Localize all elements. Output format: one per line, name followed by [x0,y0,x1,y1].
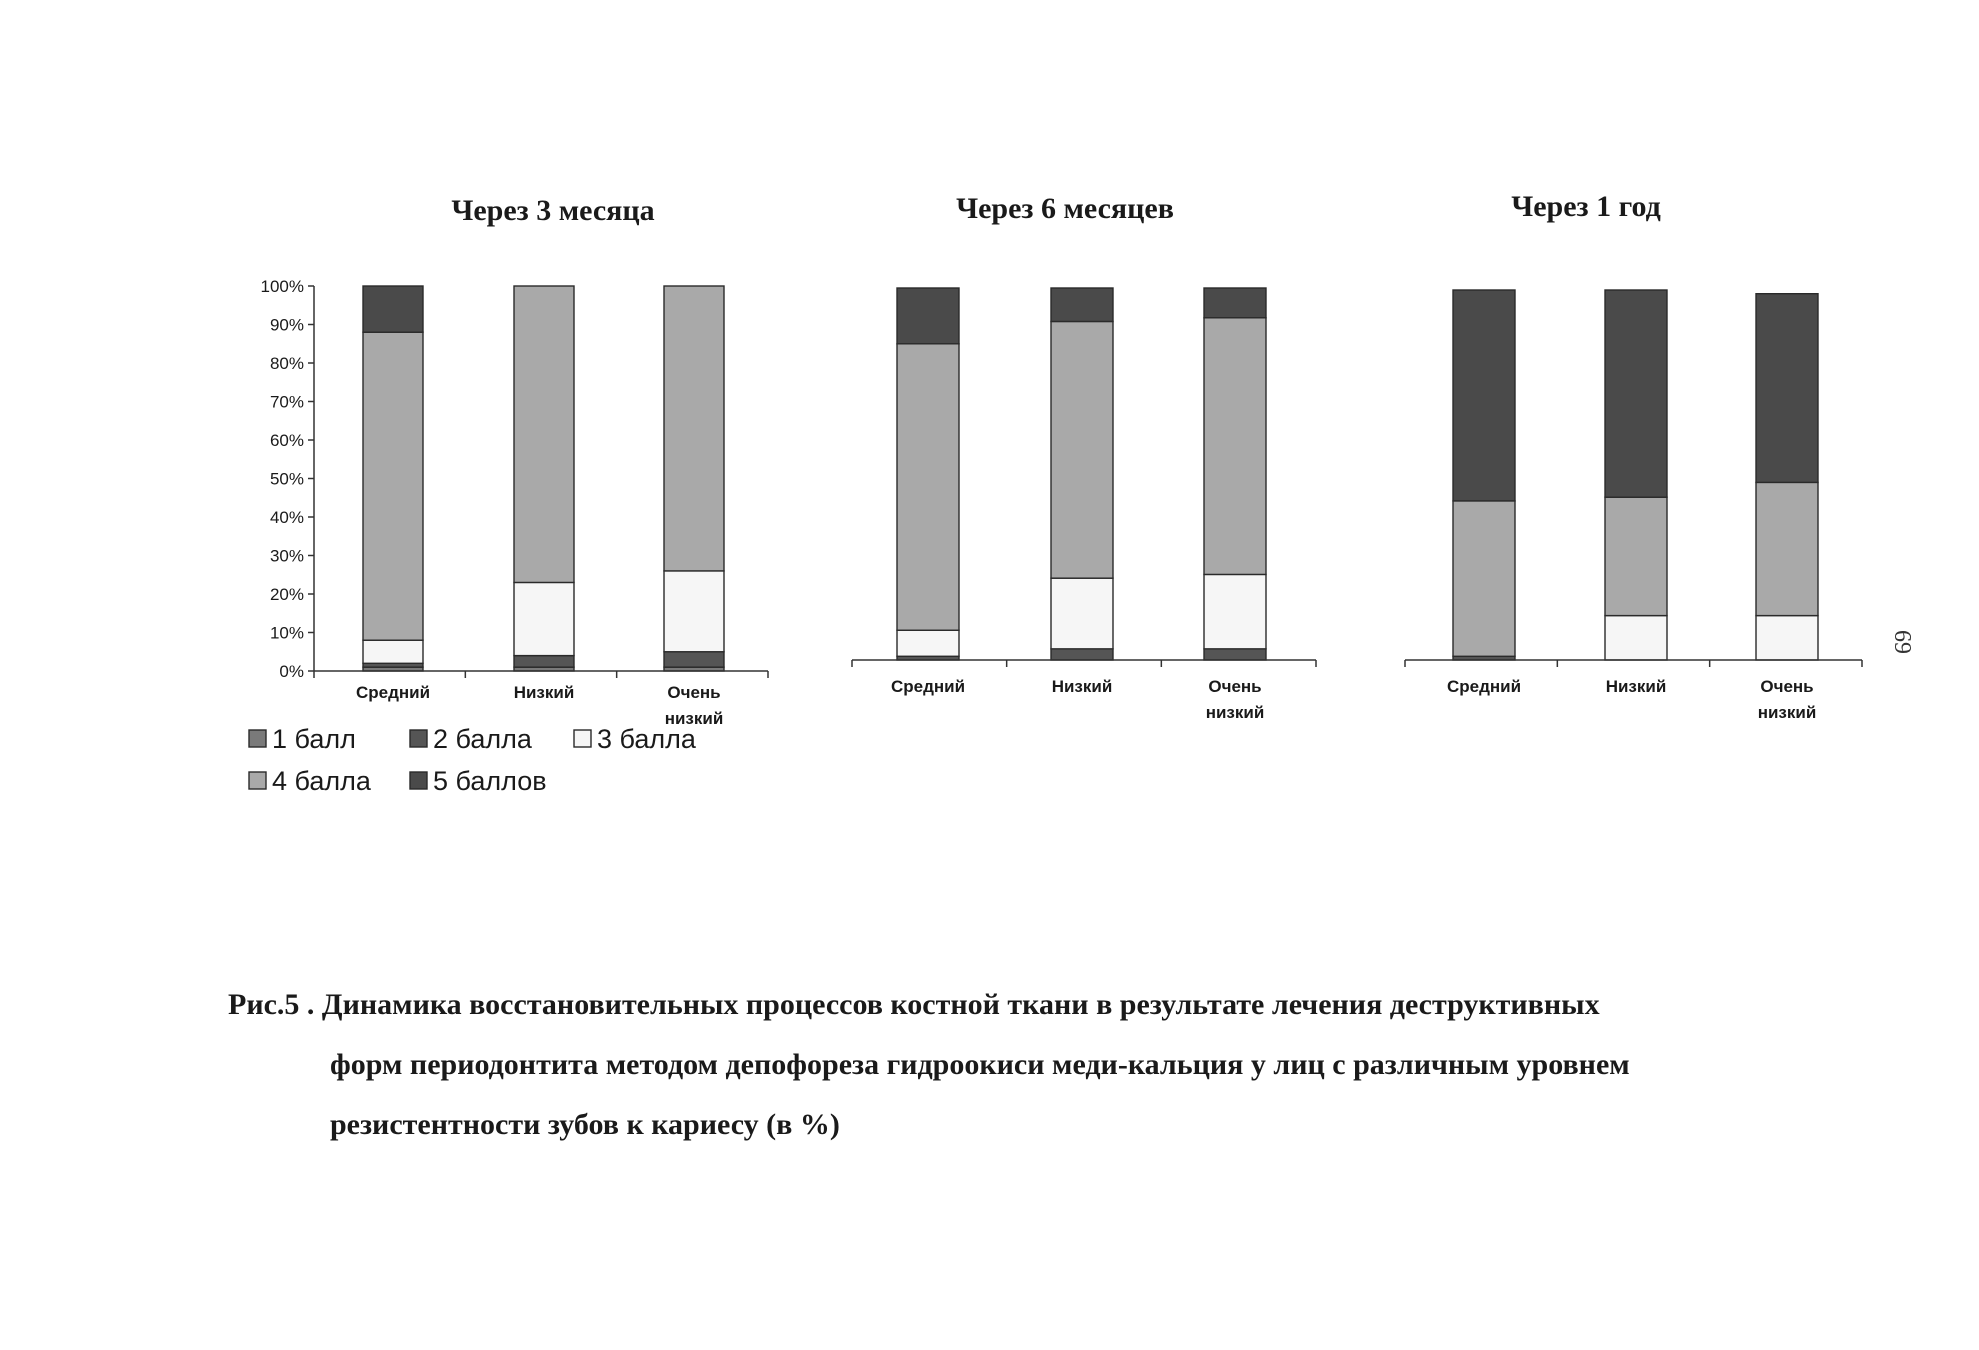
chart-3-months [261,194,768,728]
x-tick-label: Низкий [1605,677,1667,696]
bar-segment [1204,288,1266,318]
x-tick-label: Очень [667,683,721,702]
bar-segment [664,571,724,652]
y-tick-label: 20% [269,585,304,604]
legend-swatch [410,730,427,747]
bars [363,286,724,671]
bar-segment [1204,574,1266,648]
x-tick-label: Низкий [513,683,575,702]
bar-segment [1605,290,1667,497]
y-tick-label: 60% [269,431,304,450]
legend-label: 5 баллов [433,766,547,796]
caption-line-1: Рис.5 . Динамика восстановительных процессов костной ткани в результате лечения деструктивных [228,988,1600,1021]
bars [1453,290,1818,660]
x-tick-label: низкий [1205,703,1265,722]
bar-segment [1453,290,1515,501]
y-tick-label: 70% [269,392,304,412]
bar-segment [897,344,959,630]
page-number: 69 [1889,630,1915,654]
y-tick-label: 10% [269,623,304,643]
bar-segment [363,332,423,640]
x-tick-label: Очень [1208,677,1262,696]
y-tick-label: 100% [260,277,304,296]
x-tick-label: Низкий [1051,677,1113,696]
chart-title: Через 6 месяцев [956,192,1174,225]
bar-segment [1756,482,1818,615]
y-axis-ticks [261,277,314,681]
caption-line-3: резистентности зубов к кариесу (в %) [330,1108,840,1141]
bar-segment [897,288,959,344]
chart-title: Через 1 год [1511,190,1661,223]
x-axis [1405,660,1862,722]
bar-segment [514,582,574,655]
y-tick-label: 90% [269,315,304,335]
bar-segment [1756,294,1818,483]
bar-segment [514,286,574,582]
y-tick-label: 30% [269,546,304,566]
x-axis [314,671,768,728]
y-tick-label: 40% [269,508,304,527]
bar-segment [363,286,423,332]
y-tick-label: 0% [279,662,304,681]
legend-swatch [410,772,427,789]
legend-label: 3 балла [597,724,696,754]
x-tick-label: Средний [355,683,431,702]
bar-segment [664,652,724,667]
y-tick-label: 80% [269,354,304,373]
bar-segment [1051,649,1113,660]
bar-segment [897,630,959,656]
legend-label: 1 балл [272,724,356,754]
legend-label: 4 балла [272,766,371,796]
bar-segment [1453,501,1515,656]
bar-segment [1605,497,1667,615]
x-tick-label: низкий [1757,703,1817,722]
legend-label: 2 балла [433,724,532,754]
y-tick-label: 50% [269,469,304,489]
bar-segment [514,656,574,668]
x-tick-label: Средний [1446,677,1522,696]
x-tick-label: Очень [1760,677,1814,696]
bar-segment [1204,649,1266,660]
x-axis [852,660,1316,722]
caption-line-2: форм периодонтита методом депофореза гидроокиси меди-кальция у лиц с различным уровнем [330,1048,1630,1081]
x-tick-label: низкий [664,709,724,728]
bar-segment [1051,578,1113,649]
chart-title: Через 3 месяца [451,194,655,227]
bar-segment [1204,318,1266,575]
bars [897,288,1266,660]
legend [249,724,697,796]
x-tick-label: Средний [890,677,966,696]
bar-segment [1756,616,1818,660]
bar-segment [1051,321,1113,578]
legend-swatch [574,730,591,747]
bar-segment [1051,288,1113,321]
bar-segment [363,640,423,663]
chart-6-months [852,192,1316,722]
legend-swatch [249,730,266,747]
legend-swatch [249,772,266,789]
bar-segment [1605,616,1667,660]
chart-1-year [1405,190,1862,722]
bar-segment [664,286,724,571]
